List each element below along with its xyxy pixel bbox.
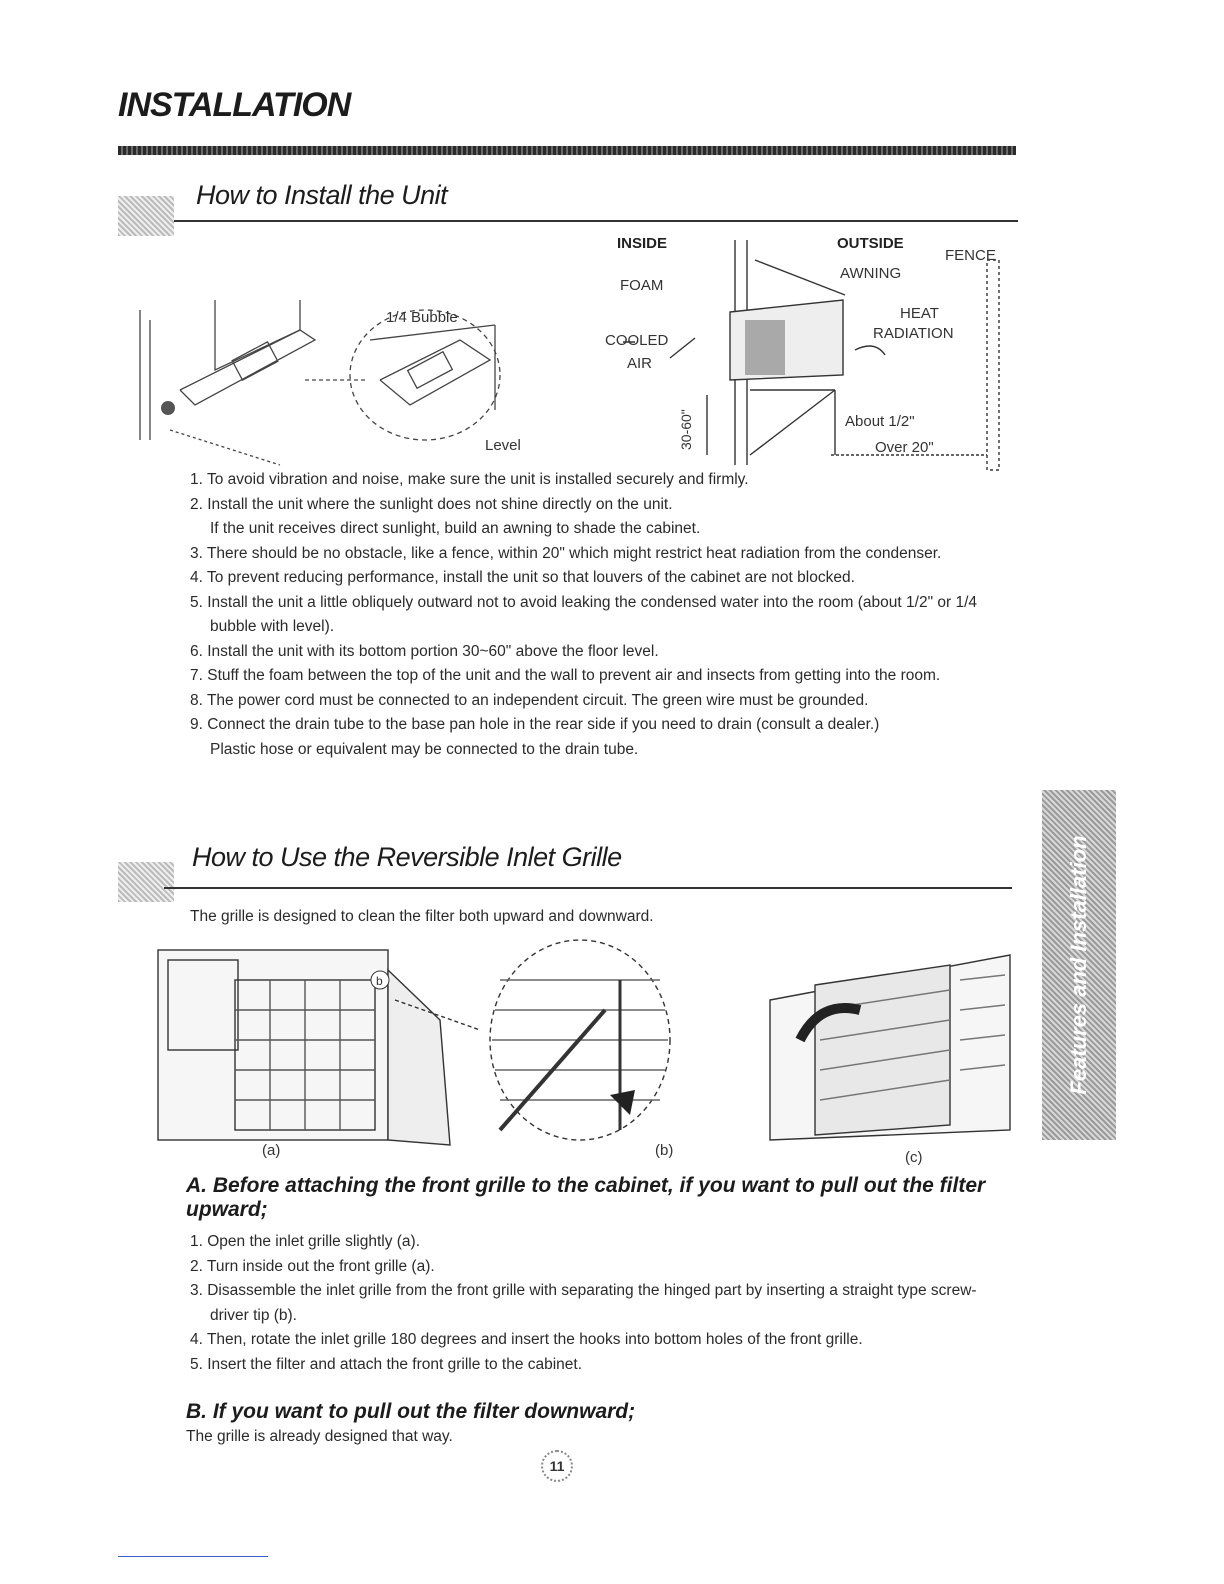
radiation-label: RADIATION xyxy=(873,325,954,342)
subsection-a-list xyxy=(190,1230,1010,1377)
list-item: 4. Then, rotate the inlet grille 180 degrees and insert the hooks into bottom holes of the front grille. xyxy=(190,1331,863,1348)
section-title-grille: How to Use the Reversible Inlet Grille xyxy=(192,842,622,872)
title-rule xyxy=(118,146,1016,155)
bubble-label: 1/4 Bubble xyxy=(386,309,458,326)
fig-label-c: (c) xyxy=(905,1149,923,1166)
page-number: 11 xyxy=(541,1450,573,1482)
section-title-install: How to Install the Unit xyxy=(196,180,448,210)
list-item: 2. Turn inside out the front grille (a). xyxy=(190,1257,435,1275)
cooled-label: COOLED xyxy=(605,332,669,349)
subsection-b-heading: B. If you want to pull out the filter downward; xyxy=(186,1400,636,1423)
install-instructions-list xyxy=(190,468,1010,762)
section-marker xyxy=(118,862,174,902)
list-item: 1. Open the inlet grille slightly (a). xyxy=(190,1233,421,1250)
level-label: Level xyxy=(485,437,521,454)
section-rule xyxy=(164,887,1012,889)
section-rule xyxy=(174,220,1018,222)
air-label: AIR xyxy=(627,355,653,372)
inside-label: INSIDE xyxy=(617,235,668,252)
list-item: 8. The power cord must be connected to an independent circuit. The green wire must be grounded. xyxy=(190,691,869,709)
list-item: 6. Install the unit with its bottom portion 30~60" above the floor level. xyxy=(190,642,659,660)
fence-label: FENCE xyxy=(945,247,996,264)
over-label: Over 20" xyxy=(875,439,934,456)
list-item: 4. To prevent reducing performance, install the unit so that louvers of the cabinet are not blocked. xyxy=(190,569,855,586)
footer-line xyxy=(118,1556,268,1557)
about-label: About 1/2" xyxy=(845,413,915,430)
grille-intro: The grille is designed to clean the filter both upward and downward. xyxy=(190,908,654,925)
foam-label: FOAM xyxy=(620,277,664,294)
subsection-b-text: The grille is already designed that way. xyxy=(186,1428,453,1445)
fig-label-b: (b) xyxy=(655,1142,674,1159)
awning-label: AWNING xyxy=(840,265,902,282)
list-item: 7. Stuff the foam between the top of the unit and the wall to prevent air and insects from getting into the room. xyxy=(190,667,941,684)
page-title: INSTALLATION xyxy=(118,86,351,124)
height-label: 30-60" xyxy=(678,409,694,450)
list-item: 5. Insert the filter and attach the front grille to the cabinet. xyxy=(190,1355,583,1373)
list-item: 5. Install the unit a little obliquely outward not to avoid leaking the condensed water into the room (about 1/2" or 1/4 bubble with level). xyxy=(190,593,978,635)
grille-figures xyxy=(150,940,1020,1166)
list-item: 1. To avoid vibration and noise, make sure the unit is installed securely and firmly. xyxy=(190,471,749,488)
list-item: 2. Install the unit where the sunlight does not shine directly on the unit. If the unit receives direct sunlight, build an awning to shade the cabinet. xyxy=(190,495,701,537)
fig-label-a: (a) xyxy=(262,1142,281,1159)
list-item: 3. Disassemble the inlet grille from the front grille with separating the hinged part by inserting a straight type screw-driver tip (b). xyxy=(190,1282,977,1324)
window-installation-figure xyxy=(595,230,1015,470)
bubble-level-figure xyxy=(140,290,560,455)
side-tab-label: Features and Installation xyxy=(1066,835,1091,1095)
knob-icon xyxy=(161,401,175,415)
list-item: 3. There should be no obstacle, like a fence, within 20" which might restrict heat radiation from the condenser. xyxy=(190,544,942,562)
subsection-a-heading: A. Before attaching the front grille to the cabinet, if you want to pull out the filter upward; xyxy=(186,1174,986,1221)
list-item: 9. Connect the drain tube to the base pan hole in the rear side if you need to drain (consult a dealer.) Plastic hose or equivalent may be connected to the drain tube. xyxy=(190,716,880,758)
callout-b: b xyxy=(376,974,383,988)
section-marker xyxy=(118,196,174,236)
side-tab xyxy=(1042,790,1116,1140)
heat-label: HEAT xyxy=(900,305,939,322)
arrow-icon xyxy=(610,1090,635,1115)
outside-label: OUTSIDE xyxy=(837,235,904,252)
